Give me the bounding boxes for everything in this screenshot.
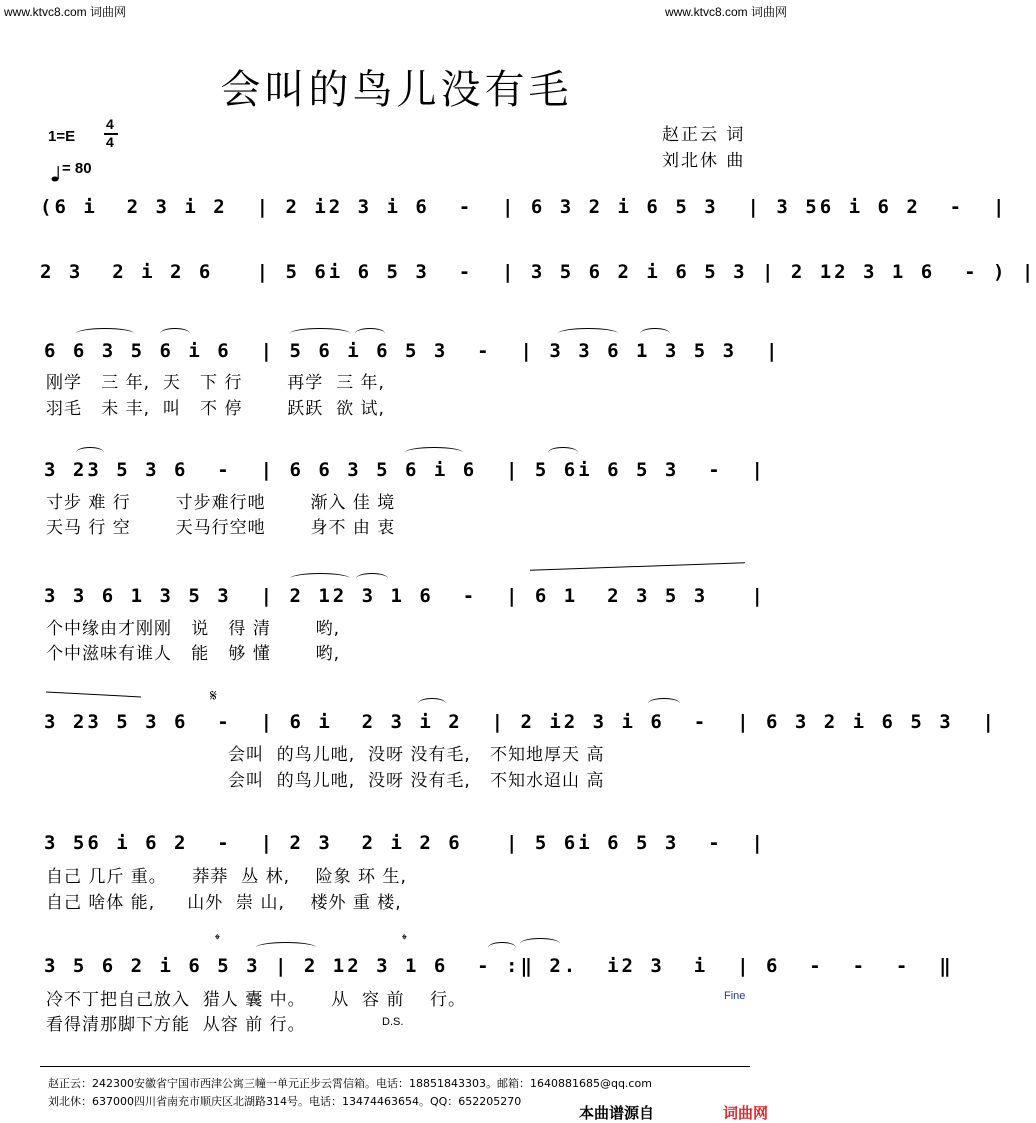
coda-mark-icon: 𝄌 <box>215 932 220 948</box>
watermark-left: www.ktvc8.com 词曲网 <box>4 5 127 19</box>
slur <box>648 698 680 709</box>
slur <box>76 328 134 339</box>
source-badge <box>575 1100 775 1122</box>
ds-marking: D.S. <box>382 1016 404 1028</box>
slur <box>76 447 104 458</box>
slur <box>290 328 350 339</box>
brand-logo[interactable]: 词曲网 <box>723 1104 769 1122</box>
slur <box>418 698 446 709</box>
lyric-verse2-system-8: 看得清那脚下方能 从容 前 行。 <box>46 1015 306 1035</box>
notation-system-5: 3 3 6 1 3 5 3 | 2 12 3 1 6 - | 6 1 2 3 5 3 | <box>44 585 766 607</box>
footer-composer-contact: 刘北休：637000四川省南充市顺庆区北湖路314号。电话：13474463654。QQ：652205270 <box>48 1095 522 1108</box>
footer-divider <box>40 1066 750 1067</box>
lyric-verse1-system-5: 个中缘由才刚刚 说 得 清 哟, <box>46 619 341 639</box>
slur <box>290 573 350 584</box>
notation-system-2: 2 3 2 i 2 6 | 5 6i 6 5 3 - | 3 5 6 2 i 6 5 3 | 2 12 3 1 6 - ) | <box>40 261 1036 283</box>
lyric-verse1-system-8: 冷不丁把自己放入 猎人 囊 中。 从 容 前 行。 <box>46 990 467 1010</box>
composer-credit: 刘北休 曲 <box>662 151 746 171</box>
slur <box>405 447 463 458</box>
lyricist-credit: 赵正云 词 <box>662 125 746 145</box>
tempo-marking: = 80 <box>62 160 92 177</box>
coda-mark-icon: 𝄌 <box>402 932 407 948</box>
notation-system-8: 3 5 6 2 i 6 5 3 | 2 12 3 1 6 - :‖ 2. i2 3 i | 6 - - - ‖ <box>44 955 954 977</box>
lyric-verse1-system-4: 寸步 难 行 寸步难行吔 渐入 佳 境 <box>46 493 396 513</box>
lyric-verse1-system-3: 刚学 三 年, 天 下 行 再学 三 年, <box>46 373 385 393</box>
slur <box>558 328 618 339</box>
slur <box>160 328 190 339</box>
segno-mark-icon: 𝄋 <box>210 686 217 705</box>
notation-system-7: 3 56 i 6 2 - | 2 3 2 i 2 6 | 5 6i 6 5 3 - | <box>44 832 766 854</box>
tie-line <box>530 562 745 571</box>
watermark-right: www.ktvc8.com 词曲网 <box>664 5 787 19</box>
time-signature-bottom: 4 <box>106 134 114 150</box>
notation-system-3: 6 6 3 5 6 i 6 | 5 6 i 6 5 3 - | 3 3 6 1 3 5 3 | <box>44 340 781 362</box>
lyric-verse2-system-5: 个中滋味有谁人 能 够 懂 哟, <box>46 644 341 664</box>
lyric-verse2-system-6: 会叫 的鸟儿吔, 没呀 没有毛, 不知水迢山 高 <box>228 771 605 791</box>
slur <box>356 573 388 584</box>
notation-system-1: (6 i 2 3 i 2 | 2 i2 3 i 6 - | 6 3 2 i 6 5 3 | 3 56 i 6 2 - | <box>40 196 1008 218</box>
source-label: 本曲谱源自 <box>579 1104 655 1122</box>
quarter-note-icon <box>51 166 61 186</box>
slur <box>640 328 670 339</box>
fine-marking: Fine <box>724 990 746 1002</box>
slur <box>355 328 385 339</box>
time-signature-top: 4 <box>106 116 114 132</box>
key-signature: 1=E <box>48 128 76 145</box>
lyric-verse2-system-3: 羽毛 未 丰, 叫 不 停 跃跃 欲 试, <box>46 399 385 419</box>
lyric-verse1-system-7: 自己 几斤 重。 莽莽 丛 林, 险象 环 生, <box>46 867 407 887</box>
lyric-verse1-system-6: 会叫 的鸟儿吔, 没呀 没有毛, 不知地厚天 高 <box>228 745 605 765</box>
slur <box>548 447 578 458</box>
slur <box>256 942 316 953</box>
lyric-verse2-system-4: 天马 行 空 天马行空吔 身不 由 衷 <box>46 518 396 538</box>
song-title: 会叫的鸟儿没有毛 <box>220 67 573 113</box>
slur <box>520 938 560 949</box>
tie-line <box>46 692 141 698</box>
lyric-verse2-system-7: 自己 啥体 能, 山外 崇 山, 楼外 重 楼, <box>46 893 402 913</box>
notation-system-6: 3 23 5 3 6 - | 6 i 2 3 i 2 | 2 i2 3 i 6 - | 6 3 2 i 6 5 3 | <box>44 711 997 733</box>
footer-lyricist-contact: 赵正云：242300安徽省宁国市西津公寓三幢一单元正步云霄信箱。电话：18851843303。邮箱：1640881685@qq.com <box>48 1077 652 1090</box>
notation-system-4: 3 23 5 3 6 - | 6 6 3 5 6 i 6 | 5 6i 6 5 3 - | <box>44 459 766 481</box>
slur <box>488 942 516 953</box>
